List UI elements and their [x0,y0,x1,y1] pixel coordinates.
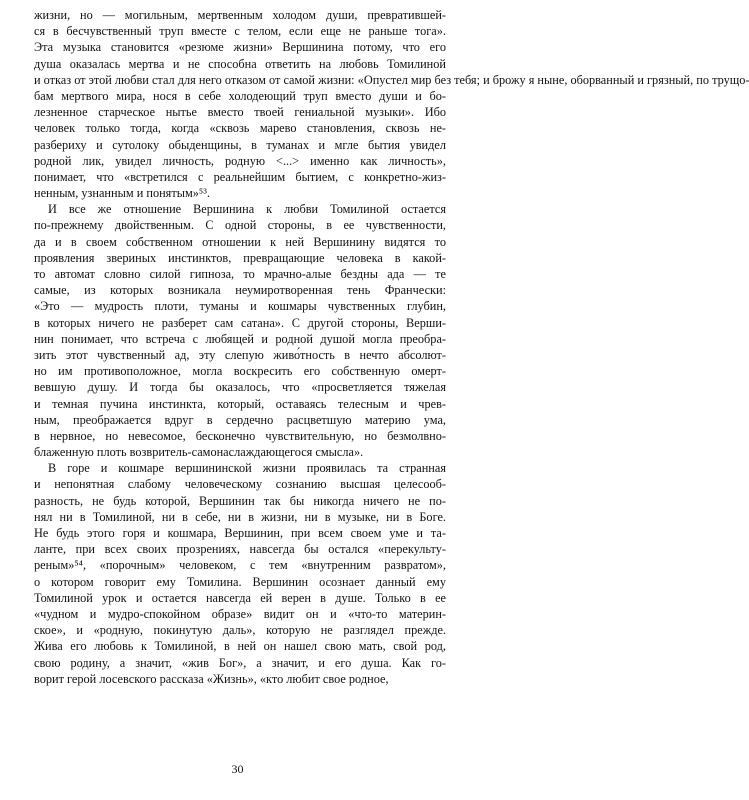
text-line: самые, из которых возникала неумиротворенная тень Франчески: [34,283,446,298]
page-number: 30 [231,762,244,776]
text-line: проявления звериных инстинктов, превращающие человека в какой- [34,250,446,265]
text-line: бам мертвого мира, нося в себе холодеющий труп вместо души и бо- [34,88,446,103]
text-line: разбериху и сутолоку обыденщины, в туманах и мгле бытия увидел [34,137,446,152]
text-line: «чудном и мудро-спокойном образе» видит он и «что-то материн- [34,606,446,621]
text-line: Не будь этого горя и кошмара, Вершинин, при всем своем уме и та- [34,526,446,540]
text-line: свою родину, а значит, «жив Бог», а значит, и его душа. Как го- [34,655,446,670]
paragraph [34,460,446,687]
text-line: ненным, узнанным и понятым»⁵³. [34,186,210,201]
text-line: и отказ от этой любви стал для него отказом от самой жизни: «Опустел мир без тебя; и брожу я ныне, оборванный и грязный, по трущо- [34,72,749,87]
paragraph [34,201,446,460]
text-line: по-прежнему двойственным. С одной стороны, в ее чувственности, [34,218,446,233]
paragraph [34,7,749,201]
text-line: и темная пучина инстинкта, который, оставаясь телесным и чрев- [34,396,446,411]
text-line: Эта музыка становится «резюме жизни» Вершинина потому, что его [34,40,446,55]
text-line: то автомат словно силой гипноза, то мрачно-алые бездны ада — те [34,267,446,281]
text-line: блаженную плоть возвритель-самонаслаждающегося смысла». [34,445,364,460]
text-line: ское», и «родную, покинутую даль», которую не разглядел прежде. [34,623,446,638]
text-line: разность, не будь которой, Вершинин так бы никогда ничего не по- [34,493,446,508]
text-line: нял ни в Томилиной, ни в себе, ни в жизни, ни в музыке, ни в Боге. [34,509,446,524]
text-line: ным, преображается вдруг в сердечно расцветшую материю ума, [34,412,446,427]
text-line: реным»⁵⁴, «порочным» человеком, с тем «внутренним развратом», [34,558,446,573]
text-line: ланте, при всех своих прозрениях, навсегда бы остался «перекульту- [34,542,446,557]
text-line: но им противоположное, могла воскресить его собственную омерт- [34,364,446,379]
text-line: вевшую душу. И тогда бы оказалось, что «просветляется тяжелая [34,380,446,395]
text-line: в которых ничего не разберет сам сатана». С другой стороны, Верши- [34,315,446,330]
text-line: понимает, что «встретился с реальнейшим бытием, с конкретно-жиз- [34,169,446,184]
text-line: Жива его любовь к Томилиной, в ней он нашел свою мать, свой род, [34,639,446,654]
text-line: да и в своем собственном отношении к ней Вершинину видятся то [34,234,446,249]
text-line: человек только тогда, когда «сквозь марево становления, сквозь не- [34,121,446,136]
text-line: о котором говорит ему Томилина. Вершинин осознает данный ему [34,574,446,589]
body-text [34,7,749,687]
text-line: жизни, но — могильным, мертвенным холодом души, превратившей- [34,8,446,22]
text-line: нин понимает, что встреча с любящей и родной душой могла преобра- [34,331,446,346]
text-line: «Это — мудрость плоти, туманы и кошмары чувственных глубин, [34,299,446,314]
text-line: лезненное старческое нытье вместо твоей гениальной музыки». Ибо [34,105,446,120]
text-line: ворит герой лосевского рассказа «Жизнь», «кто любит свое родное, [34,671,389,686]
text-line: в нервное, но невесомое, бесконечно чувствительную, но безмолвно- [34,428,446,443]
text-line: ся в бесчувственный труп вместе с телом, если еще не раньше тога». [34,24,446,39]
text-line: родной лик, увидел личность, родную <...> именно как личность», [34,153,446,168]
text-line: Томилиной урок и остается навсегда ей верен в душе. Только в ее [34,590,446,605]
text-line: и непонятная слабому человеческому сознанию высшая целесооб- [34,477,446,492]
text-line: зить этот чувственный ад, эту слепую живо́тность в нечто абсолют- [34,347,446,362]
text-line: И все же отношение Вершинина к любви Томилиной остается [48,202,446,217]
text-line: душа оказалась мертва и не способна ответить на любовь Томилиной [34,56,446,71]
text-line: В горе и кошмаре вершининской жизни проявилась та странная [48,461,446,476]
